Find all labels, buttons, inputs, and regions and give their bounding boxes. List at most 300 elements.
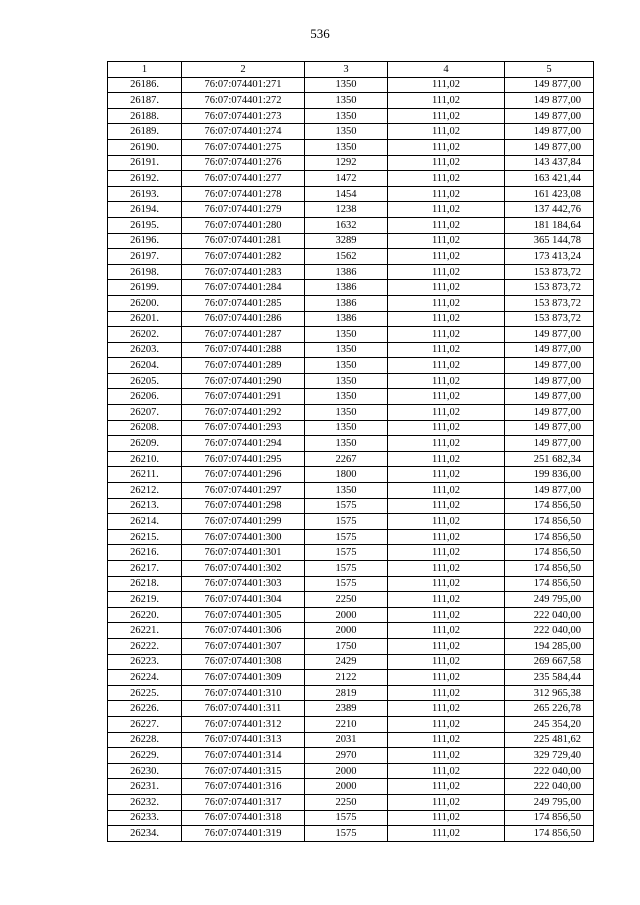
row-number-cell: 26204. — [108, 358, 182, 374]
area-cell: 1350 — [305, 342, 388, 358]
table-row — [108, 124, 594, 140]
value-cell: 149 877,00 — [505, 93, 594, 109]
table-row — [108, 670, 594, 686]
cadastral-number-cell: 76:07:074401:286 — [182, 311, 305, 327]
value-cell: 225 481,62 — [505, 732, 594, 748]
table-row — [108, 139, 594, 155]
cadastral-number-cell: 76:07:074401:318 — [182, 810, 305, 826]
cadastral-number-cell: 76:07:074401:272 — [182, 93, 305, 109]
area-cell: 1575 — [305, 529, 388, 545]
cadastral-number-cell: 76:07:074401:273 — [182, 108, 305, 124]
table-row — [108, 685, 594, 701]
row-number-cell: 26208. — [108, 420, 182, 436]
value-cell: 149 877,00 — [505, 483, 594, 499]
registry-table — [107, 61, 594, 842]
value-cell: 249 795,00 — [505, 794, 594, 810]
value-cell: 143 437,84 — [505, 155, 594, 171]
row-number-cell: 26212. — [108, 483, 182, 499]
row-number-cell: 26228. — [108, 732, 182, 748]
area-cell: 1386 — [305, 311, 388, 327]
value-cell: 163 421,44 — [505, 171, 594, 187]
table-row — [108, 607, 594, 623]
row-number-cell: 26191. — [108, 155, 182, 171]
area-cell: 2970 — [305, 748, 388, 764]
rate-cell: 111,02 — [388, 358, 505, 374]
cadastral-number-cell: 76:07:074401:287 — [182, 327, 305, 343]
area-cell: 2210 — [305, 716, 388, 732]
row-number-cell: 26201. — [108, 311, 182, 327]
value-cell: 174 856,50 — [505, 576, 594, 592]
table-row — [108, 498, 594, 514]
value-cell: 149 877,00 — [505, 342, 594, 358]
rate-cell: 111,02 — [388, 249, 505, 265]
value-cell: 181 184,64 — [505, 217, 594, 233]
row-number-cell: 26207. — [108, 405, 182, 421]
page-number: 536 — [310, 26, 330, 41]
table-row — [108, 467, 594, 483]
row-number-cell: 26232. — [108, 794, 182, 810]
cadastral-number-cell: 76:07:074401:278 — [182, 186, 305, 202]
rate-cell: 111,02 — [388, 217, 505, 233]
table-row — [108, 77, 594, 93]
area-cell: 1350 — [305, 358, 388, 374]
table-row — [108, 436, 594, 452]
area-cell: 3289 — [305, 233, 388, 249]
row-number-cell: 26195. — [108, 217, 182, 233]
value-cell: 149 877,00 — [505, 139, 594, 155]
area-cell: 1386 — [305, 264, 388, 280]
cadastral-number-cell: 76:07:074401:299 — [182, 514, 305, 530]
value-cell: 312 965,38 — [505, 685, 594, 701]
value-cell: 149 877,00 — [505, 327, 594, 343]
rate-cell: 111,02 — [388, 623, 505, 639]
cadastral-number-cell: 76:07:074401:277 — [182, 171, 305, 187]
rate-cell: 111,02 — [388, 139, 505, 155]
row-number-cell: 26211. — [108, 467, 182, 483]
cadastral-number-cell: 76:07:074401:316 — [182, 779, 305, 795]
area-cell: 1454 — [305, 186, 388, 202]
value-cell: 365 144,78 — [505, 233, 594, 249]
cadastral-number-cell: 76:07:074401:282 — [182, 249, 305, 265]
row-number-cell: 26230. — [108, 763, 182, 779]
row-number-cell: 26187. — [108, 93, 182, 109]
table-row — [108, 483, 594, 499]
table-row — [108, 763, 594, 779]
cadastral-number-cell: 76:07:074401:280 — [182, 217, 305, 233]
cadastral-number-cell: 76:07:074401:289 — [182, 358, 305, 374]
table-body — [108, 77, 594, 841]
area-cell: 1800 — [305, 467, 388, 483]
cadastral-number-cell: 76:07:074401:276 — [182, 155, 305, 171]
area-cell: 1575 — [305, 576, 388, 592]
rate-cell: 111,02 — [388, 826, 505, 842]
cadastral-number-cell: 76:07:074401:307 — [182, 638, 305, 654]
column-header-5: 5 — [505, 62, 594, 78]
rate-cell: 111,02 — [388, 280, 505, 296]
table-row — [108, 592, 594, 608]
table-row — [108, 202, 594, 218]
row-number-cell: 26188. — [108, 108, 182, 124]
value-cell: 161 423,08 — [505, 186, 594, 202]
rate-cell: 111,02 — [388, 779, 505, 795]
value-cell: 174 856,50 — [505, 545, 594, 561]
cadastral-number-cell: 76:07:074401:293 — [182, 420, 305, 436]
area-cell: 2122 — [305, 670, 388, 686]
table-row — [108, 716, 594, 732]
row-number-cell: 26194. — [108, 202, 182, 218]
table-row — [108, 342, 594, 358]
table-row — [108, 264, 594, 280]
table-row — [108, 358, 594, 374]
area-cell: 2000 — [305, 763, 388, 779]
table-row — [108, 826, 594, 842]
cadastral-number-cell: 76:07:074401:284 — [182, 280, 305, 296]
row-number-cell: 26196. — [108, 233, 182, 249]
value-cell: 149 877,00 — [505, 420, 594, 436]
row-number-cell: 26213. — [108, 498, 182, 514]
cadastral-number-cell: 76:07:074401:288 — [182, 342, 305, 358]
rate-cell: 111,02 — [388, 342, 505, 358]
value-cell: 149 877,00 — [505, 108, 594, 124]
table-row — [108, 451, 594, 467]
row-number-cell: 26190. — [108, 139, 182, 155]
row-number-cell: 26200. — [108, 295, 182, 311]
value-cell: 153 873,72 — [505, 311, 594, 327]
row-number-cell: 26193. — [108, 186, 182, 202]
rate-cell: 111,02 — [388, 420, 505, 436]
cadastral-number-cell: 76:07:074401:291 — [182, 389, 305, 405]
area-cell: 1350 — [305, 93, 388, 109]
table-row — [108, 108, 594, 124]
area-cell: 2000 — [305, 779, 388, 795]
row-number-cell: 26223. — [108, 654, 182, 670]
value-cell: 251 682,34 — [505, 451, 594, 467]
table-row — [108, 514, 594, 530]
area-cell: 1562 — [305, 249, 388, 265]
header-row — [108, 62, 594, 78]
row-number-cell: 26225. — [108, 685, 182, 701]
cadastral-number-cell: 76:07:074401:275 — [182, 139, 305, 155]
value-cell: 153 873,72 — [505, 280, 594, 296]
rate-cell: 111,02 — [388, 748, 505, 764]
value-cell: 137 442,76 — [505, 202, 594, 218]
row-number-cell: 26217. — [108, 561, 182, 577]
rate-cell: 111,02 — [388, 514, 505, 530]
rate-cell: 111,02 — [388, 529, 505, 545]
value-cell: 265 226,78 — [505, 701, 594, 717]
table-row — [108, 217, 594, 233]
value-cell: 174 856,50 — [505, 826, 594, 842]
row-number-cell: 26229. — [108, 748, 182, 764]
table-row — [108, 186, 594, 202]
area-cell: 2000 — [305, 607, 388, 623]
area-cell: 1350 — [305, 405, 388, 421]
row-number-cell: 26199. — [108, 280, 182, 296]
rate-cell: 111,02 — [388, 561, 505, 577]
rate-cell: 111,02 — [388, 638, 505, 654]
rate-cell: 111,02 — [388, 732, 505, 748]
row-number-cell: 26216. — [108, 545, 182, 561]
table-row — [108, 794, 594, 810]
rate-cell: 111,02 — [388, 264, 505, 280]
area-cell: 1350 — [305, 483, 388, 499]
rate-cell: 111,02 — [388, 670, 505, 686]
rate-cell: 111,02 — [388, 77, 505, 93]
cadastral-number-cell: 76:07:074401:300 — [182, 529, 305, 545]
rate-cell: 111,02 — [388, 405, 505, 421]
cadastral-number-cell: 76:07:074401:302 — [182, 561, 305, 577]
rate-cell: 111,02 — [388, 451, 505, 467]
rate-cell: 111,02 — [388, 607, 505, 623]
table-row — [108, 171, 594, 187]
row-number-cell: 26186. — [108, 77, 182, 93]
table-row — [108, 389, 594, 405]
area-cell: 1350 — [305, 327, 388, 343]
area-cell: 1472 — [305, 171, 388, 187]
row-number-cell: 26198. — [108, 264, 182, 280]
cadastral-number-cell: 76:07:074401:274 — [182, 124, 305, 140]
area-cell: 2429 — [305, 654, 388, 670]
cadastral-number-cell: 76:07:074401:303 — [182, 576, 305, 592]
cadastral-number-cell: 76:07:074401:285 — [182, 295, 305, 311]
rate-cell: 111,02 — [388, 436, 505, 452]
table-row — [108, 638, 594, 654]
area-cell: 1575 — [305, 514, 388, 530]
cadastral-number-cell: 76:07:074401:317 — [182, 794, 305, 810]
value-cell: 249 795,00 — [505, 592, 594, 608]
rate-cell: 111,02 — [388, 545, 505, 561]
rate-cell: 111,02 — [388, 654, 505, 670]
column-header-4: 4 — [388, 62, 505, 78]
cadastral-number-cell: 76:07:074401:281 — [182, 233, 305, 249]
value-cell: 222 040,00 — [505, 607, 594, 623]
rate-cell: 111,02 — [388, 810, 505, 826]
table-row — [108, 311, 594, 327]
area-cell: 1238 — [305, 202, 388, 218]
table-row — [108, 529, 594, 545]
cadastral-number-cell: 76:07:074401:295 — [182, 451, 305, 467]
rate-cell: 111,02 — [388, 483, 505, 499]
cadastral-number-cell: 76:07:074401:279 — [182, 202, 305, 218]
area-cell: 1350 — [305, 373, 388, 389]
cadastral-number-cell: 76:07:074401:319 — [182, 826, 305, 842]
area-cell: 1575 — [305, 545, 388, 561]
table-row — [108, 295, 594, 311]
row-number-cell: 26220. — [108, 607, 182, 623]
cadastral-number-cell: 76:07:074401:301 — [182, 545, 305, 561]
area-cell: 2250 — [305, 794, 388, 810]
rate-cell: 111,02 — [388, 327, 505, 343]
value-cell: 149 877,00 — [505, 77, 594, 93]
rate-cell: 111,02 — [388, 576, 505, 592]
value-cell: 174 856,50 — [505, 561, 594, 577]
rate-cell: 111,02 — [388, 498, 505, 514]
table-row — [108, 405, 594, 421]
row-number-cell: 26206. — [108, 389, 182, 405]
table-row — [108, 249, 594, 265]
rate-cell: 111,02 — [388, 202, 505, 218]
cadastral-number-cell: 76:07:074401:306 — [182, 623, 305, 639]
cadastral-number-cell: 76:07:074401:297 — [182, 483, 305, 499]
rate-cell: 111,02 — [388, 467, 505, 483]
rate-cell: 111,02 — [388, 295, 505, 311]
rate-cell: 111,02 — [388, 93, 505, 109]
value-cell: 153 873,72 — [505, 295, 594, 311]
row-number-cell: 26226. — [108, 701, 182, 717]
area-cell: 1386 — [305, 295, 388, 311]
cadastral-number-cell: 76:07:074401:311 — [182, 701, 305, 717]
value-cell: 149 877,00 — [505, 124, 594, 140]
area-cell: 2389 — [305, 701, 388, 717]
row-number-cell: 26215. — [108, 529, 182, 545]
rate-cell: 111,02 — [388, 685, 505, 701]
value-cell: 153 873,72 — [505, 264, 594, 280]
cadastral-number-cell: 76:07:074401:292 — [182, 405, 305, 421]
cadastral-number-cell: 76:07:074401:290 — [182, 373, 305, 389]
cadastral-number-cell: 76:07:074401:310 — [182, 685, 305, 701]
cadastral-number-cell: 76:07:074401:315 — [182, 763, 305, 779]
row-number-cell: 26219. — [108, 592, 182, 608]
value-cell: 329 729,40 — [505, 748, 594, 764]
row-number-cell: 26234. — [108, 826, 182, 842]
value-cell: 235 584,44 — [505, 670, 594, 686]
cadastral-number-cell: 76:07:074401:296 — [182, 467, 305, 483]
cadastral-number-cell: 76:07:074401:309 — [182, 670, 305, 686]
row-number-cell: 26210. — [108, 451, 182, 467]
table-row — [108, 545, 594, 561]
value-cell: 222 040,00 — [505, 623, 594, 639]
table-row — [108, 233, 594, 249]
area-cell: 1350 — [305, 436, 388, 452]
value-cell: 149 877,00 — [505, 389, 594, 405]
area-cell: 1575 — [305, 498, 388, 514]
table-row — [108, 373, 594, 389]
rate-cell: 111,02 — [388, 701, 505, 717]
rate-cell: 111,02 — [388, 186, 505, 202]
area-cell: 1350 — [305, 139, 388, 155]
cadastral-number-cell: 76:07:074401:314 — [182, 748, 305, 764]
area-cell: 2250 — [305, 592, 388, 608]
row-number-cell: 26205. — [108, 373, 182, 389]
value-cell: 174 856,50 — [505, 529, 594, 545]
value-cell: 149 877,00 — [505, 373, 594, 389]
area-cell: 1350 — [305, 389, 388, 405]
table-row — [108, 93, 594, 109]
rate-cell: 111,02 — [388, 124, 505, 140]
column-header-3: 3 — [305, 62, 388, 78]
cadastral-number-cell: 76:07:074401:304 — [182, 592, 305, 608]
row-number-cell: 26214. — [108, 514, 182, 530]
rate-cell: 111,02 — [388, 794, 505, 810]
table-row — [108, 779, 594, 795]
row-number-cell: 26203. — [108, 342, 182, 358]
rate-cell: 111,02 — [388, 389, 505, 405]
table-row — [108, 748, 594, 764]
row-number-cell: 26224. — [108, 670, 182, 686]
area-cell: 1575 — [305, 810, 388, 826]
value-cell: 149 877,00 — [505, 405, 594, 421]
row-number-cell: 26227. — [108, 716, 182, 732]
rate-cell: 111,02 — [388, 155, 505, 171]
table-row — [108, 280, 594, 296]
area-cell: 1350 — [305, 108, 388, 124]
value-cell: 194 285,00 — [505, 638, 594, 654]
row-number-cell: 26221. — [108, 623, 182, 639]
row-number-cell: 26231. — [108, 779, 182, 795]
area-cell: 2000 — [305, 623, 388, 639]
column-header-2: 2 — [182, 62, 305, 78]
row-number-cell: 26233. — [108, 810, 182, 826]
table-row — [108, 576, 594, 592]
value-cell: 149 877,00 — [505, 358, 594, 374]
rate-cell: 111,02 — [388, 108, 505, 124]
area-cell: 1632 — [305, 217, 388, 233]
rate-cell: 111,02 — [388, 373, 505, 389]
cadastral-number-cell: 76:07:074401:283 — [182, 264, 305, 280]
value-cell: 269 667,58 — [505, 654, 594, 670]
value-cell: 149 877,00 — [505, 436, 594, 452]
area-cell: 1292 — [305, 155, 388, 171]
cadastral-number-cell: 76:07:074401:312 — [182, 716, 305, 732]
cadastral-number-cell: 76:07:074401:313 — [182, 732, 305, 748]
area-cell: 1575 — [305, 826, 388, 842]
row-number-cell: 26218. — [108, 576, 182, 592]
cadastral-number-cell: 76:07:074401:294 — [182, 436, 305, 452]
area-cell: 2819 — [305, 685, 388, 701]
area-cell: 1350 — [305, 420, 388, 436]
rate-cell: 111,02 — [388, 763, 505, 779]
area-cell: 1350 — [305, 124, 388, 140]
table-row — [108, 654, 594, 670]
value-cell: 245 354,20 — [505, 716, 594, 732]
area-cell: 2267 — [305, 451, 388, 467]
table-header — [108, 62, 594, 78]
area-cell: 1350 — [305, 77, 388, 93]
area-cell: 2031 — [305, 732, 388, 748]
table-row — [108, 155, 594, 171]
rate-cell: 111,02 — [388, 311, 505, 327]
value-cell: 222 040,00 — [505, 779, 594, 795]
value-cell: 173 413,24 — [505, 249, 594, 265]
area-cell: 1750 — [305, 638, 388, 654]
cadastral-number-cell: 76:07:074401:271 — [182, 77, 305, 93]
row-number-cell: 26202. — [108, 327, 182, 343]
table-row — [108, 701, 594, 717]
table-row — [108, 327, 594, 343]
rate-cell: 111,02 — [388, 171, 505, 187]
row-number-cell: 26192. — [108, 171, 182, 187]
table-row — [108, 420, 594, 436]
value-cell: 222 040,00 — [505, 763, 594, 779]
value-cell: 174 856,50 — [505, 498, 594, 514]
value-cell: 174 856,50 — [505, 810, 594, 826]
value-cell: 174 856,50 — [505, 514, 594, 530]
area-cell: 1386 — [305, 280, 388, 296]
row-number-cell: 26222. — [108, 638, 182, 654]
rate-cell: 111,02 — [388, 233, 505, 249]
column-header-1: 1 — [108, 62, 182, 78]
cadastral-number-cell: 76:07:074401:308 — [182, 654, 305, 670]
rate-cell: 111,02 — [388, 716, 505, 732]
rate-cell: 111,02 — [388, 592, 505, 608]
table-row — [108, 561, 594, 577]
value-cell: 199 836,00 — [505, 467, 594, 483]
table-row — [108, 732, 594, 748]
table-row — [108, 810, 594, 826]
row-number-cell: 26189. — [108, 124, 182, 140]
table-row — [108, 623, 594, 639]
area-cell: 1575 — [305, 561, 388, 577]
